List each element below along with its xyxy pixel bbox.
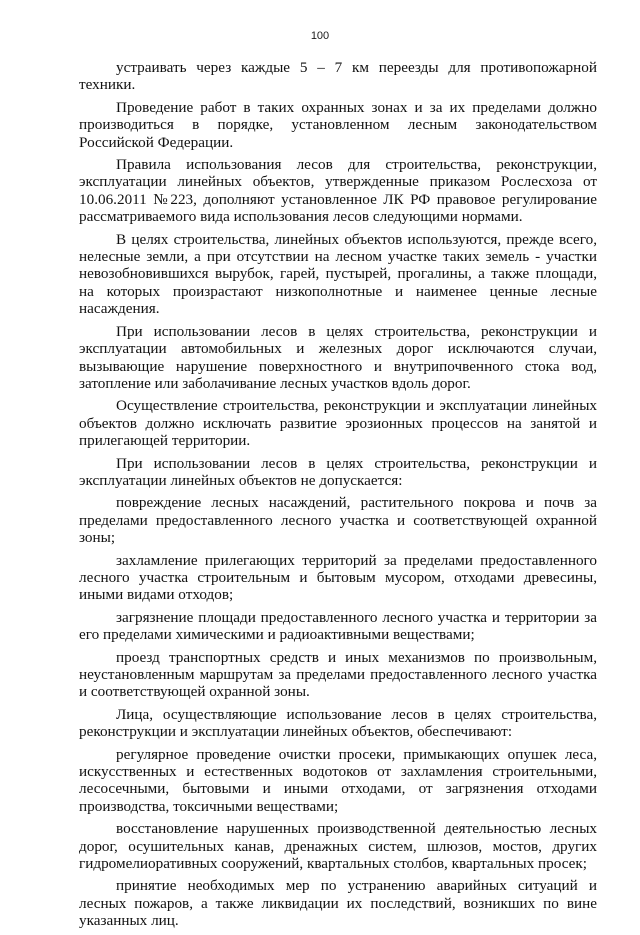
paragraph-continuation: устраивать через каждые 5 – 7 км переезды для противопожарной техники. — [79, 59, 597, 94]
paragraph: В целях строительства, линейных объектов используются, прежде всего, нелесные земли, а при отсутствии на лесном участке таких земель - участки невозобновившихся вырубок, гарей, пустырей, прогалины, а также площади, на которых произрастают низкополнотные и наименее ценные лесные насаждения. — [79, 230, 597, 318]
paragraph: Лица, осуществляющие использование лесов в целях строительства, реконструкции и эксплуатации линейных объектов, обеспечивают: — [79, 705, 597, 741]
paragraph: Осуществление строительства, реконструкции и эксплуатации линейных объектов должно исключать развитие эрозионных процессов на занятой и прилегающей территории. — [79, 397, 597, 450]
document-body — [79, 59, 597, 935]
list-item: принятие необходимых мер по устранению аварийных ситуаций и лесных пожаров, а также ликвидации их последствий, возникших по вине указанных лиц. — [79, 877, 597, 930]
list-item: повреждение лесных насаждений, растительного покрова и почв за пределами предоставленного лесного участка и соответствующей охранной зоны; — [79, 494, 597, 547]
list-item: восстановление нарушенных производственной деятельностью лесных дорог, осушительных канав, дренажных систем, шлюзов, мостов, других гидромелиоративных сооружений, квартальных столбов, квартальных просек; — [79, 820, 597, 873]
list-item: регулярное проведение очистки просеки, примыкающих опушек леса, искусственных и естественных водотоков от захламления строительными, лесосечными, бытовыми и иными отходами, от загрязнения отходами производства, токсичными веществами; — [79, 745, 597, 815]
paragraph: Правила использования лесов для строительства, реконструкции, эксплуатации линейных объектов, утвержденные приказом Рослесхоза от 10.06.2011 №223, дополняют установленное ЛК РФ правовое регулирование рассматриваемого вида использования лесов следующими нормами. — [79, 156, 597, 226]
list-item: загрязнение площади предоставленного лесного участка и территории за его пределами химическими и радиоактивными веществами; — [79, 608, 597, 644]
paragraph: При использовании лесов в целях строительства, реконструкции и эксплуатации автомобильных и железных дорог исключаются случаи, вызывающие нарушение поверхностного и внутрипочвенного стока вод, затопление или заболачивание лесных участков вдоль дорог. — [79, 322, 597, 392]
list-item: захламление прилегающих территорий за пределами предоставленного лесного участка строительным и бытовым мусором, отходами древесины, иными видами отходов; — [79, 551, 597, 604]
paragraph: При использовании лесов в целях строительства, реконструкции и эксплуатации линейных объектов не допускается: — [79, 454, 597, 489]
paragraph: Проведение работ в таких охранных зонах и за их пределами должно производиться в порядке, установленном лесным законодательством Российской Федерации. — [79, 98, 597, 151]
list-item: проезд транспортных средств и иных механизмов по произвольным, неустановленным маршрутам за пределами предоставленного лесного участка и соответствующей охранной зоны. — [79, 648, 597, 701]
page-number: 100 — [310, 30, 330, 42]
